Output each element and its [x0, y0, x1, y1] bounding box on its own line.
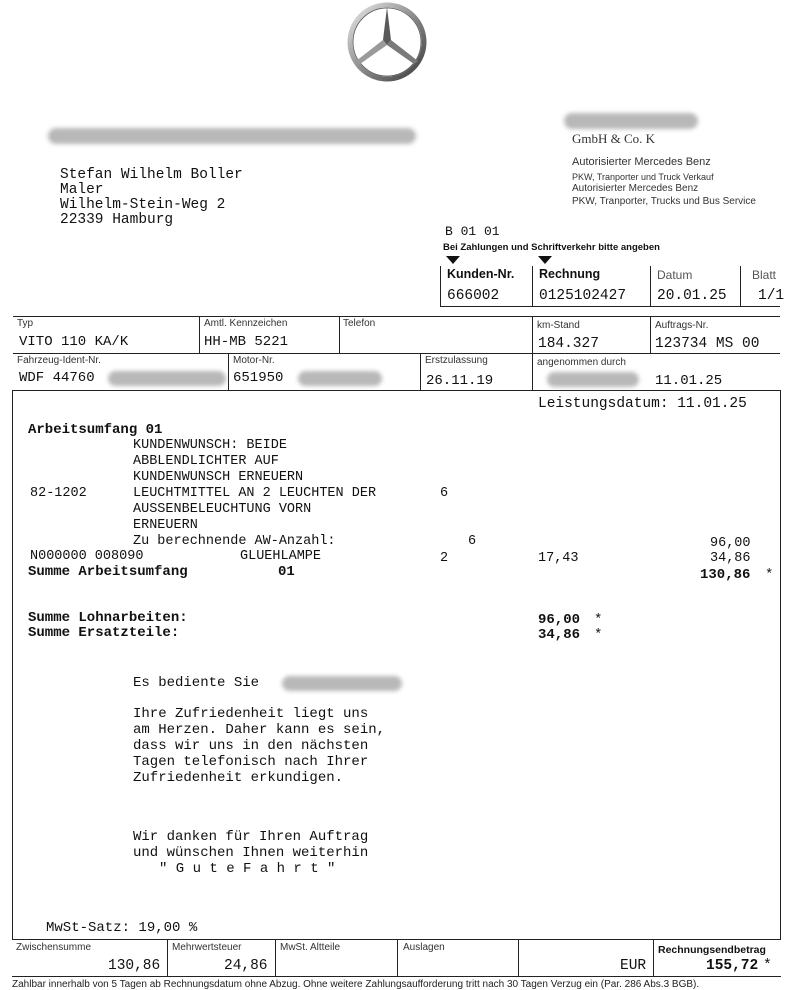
part-total: 34,86 [710, 551, 751, 566]
arrow-down-icon [538, 256, 552, 264]
motor-nr-label: Motor-Nr. [233, 355, 275, 366]
redacted-staff-name [282, 676, 402, 691]
redacted-sender-line [48, 128, 416, 144]
mwst-satz: MwSt-Satz: 19,00 % [46, 920, 198, 936]
sum-lohn-value: 96,00 [538, 612, 581, 628]
typ-label: Typ [17, 318, 34, 329]
part-price: 17,43 [538, 551, 579, 566]
customer-name: Stefan Wilhelm Boller [60, 167, 243, 183]
blatt-value: 1/1 [758, 288, 785, 304]
fahrzeug-ident-label: Fahrzeug-Ident-Nr. [17, 355, 101, 366]
angenommen-label: angenommen durch [537, 357, 626, 368]
customer-city: 22339 Hamburg [60, 212, 174, 228]
aw-label: Zu berechnende AW-Anzahl: [133, 534, 336, 549]
customer-street: Wilhelm-Stein-Weg 2 [60, 197, 226, 213]
sum-teile-label: Summe Ersatzteile: [28, 625, 180, 641]
part-qty: 2 [440, 551, 449, 566]
rechnung-label: Rechnung [539, 267, 601, 281]
sum-teile-value: 34,86 [538, 627, 581, 643]
mercedes-star-logo [346, 0, 428, 84]
auslagen-label: Auslagen [403, 942, 445, 953]
message-line: und wünschen Ihnen weiterhin [133, 845, 369, 861]
telefon-label: Telefon [343, 318, 376, 329]
km-stand-label: km-Stand [537, 320, 580, 331]
rechnungsendbetrag-label: Rechnungsendbetrag [658, 944, 766, 956]
redacted-fin [108, 371, 226, 386]
redacted-motor [298, 371, 382, 386]
message-line: Tagen telefonisch nach Ihrer [133, 754, 369, 770]
star-marker: * [594, 627, 603, 643]
sum-scope-value: 130,86 [700, 567, 751, 583]
arrow-down-icon [446, 256, 460, 264]
star-marker: * [594, 612, 603, 628]
served-by: Es bediente Sie [133, 675, 260, 691]
sum-lohn-label: Summe Lohnarbeiten: [28, 610, 188, 626]
desc-line: KUNDENWUNSCH: BEIDE [133, 438, 287, 453]
aw-count: 6 [468, 534, 477, 549]
customer-profession: Maler [60, 182, 104, 198]
job-description [133, 438, 376, 534]
part-name: GLUEHLAMPE [240, 549, 322, 564]
customer-address [60, 168, 243, 228]
desc-line: AUSSENBELEUCHTUNG VORN [133, 502, 312, 517]
redacted-dealer-name [564, 113, 698, 129]
blatt-label: Blatt [752, 268, 777, 282]
kennzeichen-value: HH-MB 5221 [204, 334, 289, 350]
reference-note: Bei Zahlungen und Schriftverkehr bitte angeben [443, 242, 660, 253]
erstzulassung-label: Erstzulassung [425, 355, 488, 366]
datum-value: 20.01.25 [657, 288, 727, 304]
kunden-nr-value: 666002 [447, 288, 500, 304]
leistungsdatum: Leistungsdatum: 11.01.25 [538, 396, 747, 412]
desc-line: ABBLENDLICHTER AUF [133, 454, 279, 469]
dealer-company: GmbH & Co. K [572, 131, 656, 146]
zwischensumme-value: 130,86 [108, 958, 161, 974]
scope-title: Arbeitsumfang 01 [28, 422, 163, 438]
desc-line: ERNEUERN [133, 518, 198, 533]
message-line: am Herzen. Daher kann es sein, [133, 722, 386, 738]
currency: EUR [620, 958, 647, 974]
mehrwertsteuer-label: Mehrwertsteuer [172, 942, 242, 953]
reference-code: B 01 01 [445, 224, 500, 239]
angenommen-value: 11.01.25 [655, 373, 723, 389]
dealer-line-4: Autorisierter Mercedes Benz [572, 183, 699, 194]
redacted-angenommen [547, 372, 639, 387]
message-line: Wir danken für Ihren Auftrag [133, 829, 369, 845]
thanks-message [133, 829, 368, 877]
message-line: Ihre Zufriedenheit liegt uns [133, 706, 369, 722]
km-stand-value: 184.327 [538, 336, 599, 352]
kunden-nr-label: Kunden-Nr. [447, 267, 515, 281]
kennzeichen-label: Amtl. Kennzeichen [204, 318, 288, 329]
message-line: dass wir uns in den nächsten [133, 738, 369, 754]
dealer-line-2: Autorisierter Mercedes Benz [572, 156, 711, 168]
message-line: Zufriedenheit erkundigen. [133, 770, 344, 786]
dealer-line-5: PKW, Tranporter, Trucks und Bus Service [572, 196, 756, 207]
message-line: " G u t e F a h r t " [159, 861, 336, 877]
motor-nr-value: 651950 [233, 370, 284, 386]
auftrags-nr-label: Auftrags-Nr. [655, 320, 709, 331]
rechnung-value: 0125102427 [539, 288, 627, 304]
mwst-altteile-label: MwSt. Altteile [280, 942, 341, 953]
auftrags-nr-value: 123734 MS 00 [655, 336, 760, 352]
datum-label: Datum [657, 268, 693, 282]
aw-amount: 96,00 [710, 536, 751, 551]
mehrwertsteuer-value: 24,86 [224, 958, 268, 974]
dealer-line-3: PKW, Tranporter und Truck Verkauf [572, 172, 714, 182]
job-aw: 6 [440, 486, 449, 501]
rechnungsendbetrag-value: 155,72 [706, 958, 759, 974]
desc-line: LEUCHTMITTEL AN 2 LEUCHTEN DER [133, 486, 377, 501]
job-code: 82-1202 [30, 486, 87, 501]
sum-scope-label: Summe Arbeitsumfang [28, 564, 188, 580]
sum-scope-no: 01 [278, 564, 295, 580]
fahrzeug-ident-value: WDF 44760 [19, 370, 95, 386]
typ-value: VITO 110 KA/K [19, 334, 129, 350]
zwischensumme-label: Zwischensumme [16, 942, 92, 953]
desc-line: KUNDENWUNSCH ERNEUERN [133, 470, 304, 485]
payment-terms: Zahlbar innerhalb von 5 Tagen ab Rechnungsdatum ohne Abzug. Ohne weitere Zahlungsaufforderung tritt nach 30 Tagen Verzug ein (Par. 286 Abs.3 BGB). [12, 979, 700, 990]
part-number: N000000 008090 [30, 549, 144, 564]
star-marker: * [765, 567, 774, 583]
erstzulassung-value: 26.11.19 [426, 373, 494, 389]
satisfaction-message [133, 706, 385, 786]
star-marker: * [763, 958, 772, 974]
